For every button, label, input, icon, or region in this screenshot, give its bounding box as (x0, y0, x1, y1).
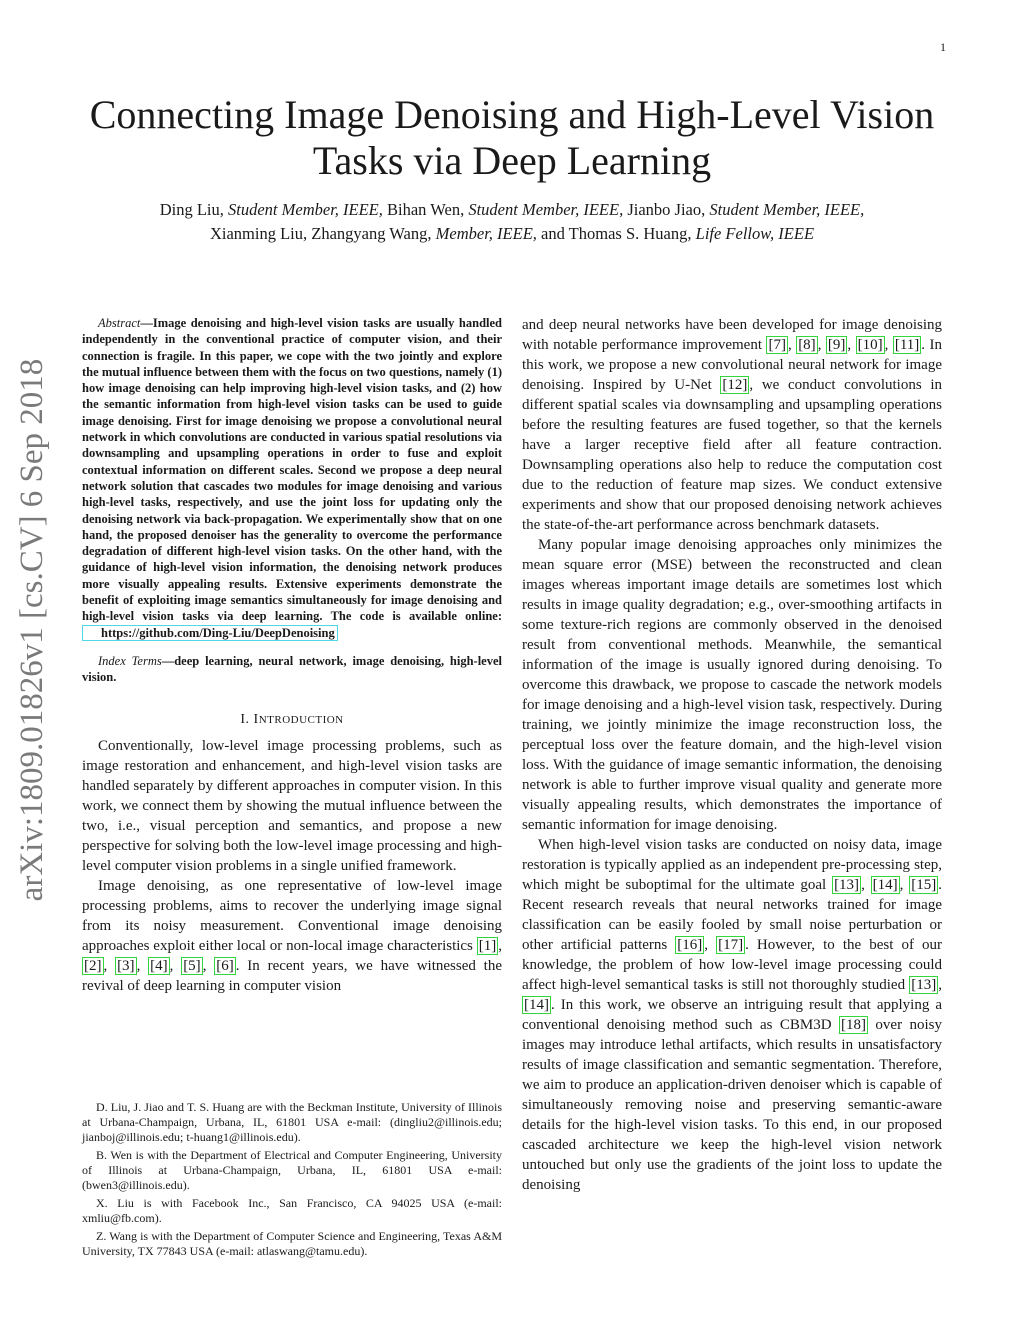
right-column (522, 315, 942, 1195)
abstract: Abstract—Image denoising and high-level vision tasks are usually handled independently in the conventional practice of computer vision, and their connection is fragile. In this paper, we cope with the two jointly and explore the mutual influence between them with the focus on two questions, namely (1) how image denoising can help improving high-level vision tasks, and (2) how the semantic information from high-level vision tasks can be used to guide image denoising. First for image denoising we propose a convolutional neural network in which convolutions are conducted in various spatial resolutions via downsampling and upsampling operations in order to fuse and exploit contextual information on different scales. Second we propose a deep neural network solution that cascades two modules for image denoising and various high-level tasks, respectively, and use the joint loss for updating only the denoising network via back-propagation. We experimentally show that on one hand, the proposed denoiser has the generality to overcome the performance degradation of different high-level vision tasks. On the other hand, with the guidance of high-level vision information, the denoising network produces more visually appealing results. Extensive experiments demonstrate the benefit of exploiting image semantics simultaneously for image denoising and high-level vision tasks via deep learning. The code is available online: https://github.com/Ding-Liu/DeepDenoising (82, 316, 502, 640)
citation[interactable]: [15] (911, 877, 937, 893)
author-line-2: Xianming Liu, Zhangyang Wang, Member, IEEE, and Thomas S. Huang, Life Fellow, IEEE (209, 224, 815, 243)
citation[interactable]: [4] (150, 957, 168, 974)
footnote: Z. Wang is with the Department of Computer Science and Engineering, Texas A&M University, TX 77843 USA (e-mail: atlaswang@tamu.edu). (82, 1229, 502, 1258)
citation[interactable]: [13] (911, 977, 937, 993)
citation[interactable]: [3] (117, 957, 135, 974)
citation[interactable]: [8] (798, 337, 816, 353)
citation[interactable]: [16] (677, 937, 703, 953)
intro-paragraph-3: and deep neural networks have been developed for image denoising with notable performance improvement [7] , [8] , [9] , [10] , [11] . In this work, we propose a new convolutional neural network for image denoising. Inspired by U-Net [12] , we conduct convolutions in different spatial scales via downsampling and upsampling operations before the resulting features are fused together, so that the kernels have a larger receptive field after all feature contraction. Downsampling operations also help to reduce the computation cost due to the reduction of feature map sizes. We conduct extensive experiments and show that our proposed denoising network achieves the state-of-the-art performance across benchmark datasets. (522, 317, 943, 533)
paper-title: Connecting Image Denoising and High-Level Vision Tasks via Deep Learning (89, 92, 935, 183)
citation[interactable]: [10] (857, 337, 883, 353)
intro-paragraph-5: When high-level vision tasks are conducted on noisy data, image restoration is typically applied as an independent pre-processing step, which might be suboptimal for the ultimate goal [13] , [14] , [15] . Recent research reveals that neural networks trained for image classification can be easily fooled by small noise perturbation or other artificial patterns [16] , [17] . However, to the best of our knowledge, the problem of how low-level image processing could affect high-level semantical tasks is still not thoroughly studied [13] , [14] . In this work, we observe an intriguing result that applying a conventional denoising method such as CBM3D [18] over noisy images may introduce lethal artifacts, which results in unsatisfactory results of image classification and semantic segmentation. Therefore, we aim to produce an application-driven denoiser which is capable of simultaneously removing noise and preserving semantic-aware details for the high-level vision tasks. To this end, in our proposed cascaded architecture we keep the high-level vision network untouched but only use the gradients of the joint loss to update the denoising (522, 837, 943, 1193)
citation[interactable]: [14] (524, 997, 549, 1013)
code-link[interactable]: https://github.com/Ding-Liu/DeepDenoising (82, 625, 338, 641)
citation[interactable]: [17] (718, 937, 744, 953)
intro-paragraph-4: Many popular image denoising approaches only minimizes the mean square error (MSE) between the reconstructed and clean images whereas important image details are sometimes lost which results in image quality degradation; e.g., over-smoothing artifacts in some texture-rich regions are commonly observed in the denoised result from conventional methods. Meanwhile, the semantical information of the image is usually ignored during denoising. To overcome this drawback, we propose to cascade the network models for image denoising and a high-level vision task, respectively. During training, we jointly minimize the image reconstruction loss, the perceptual loss over the feature domain, and the high-level vision loss. With the guidance of image semantic information, the denoising network is able to further improve visual quality and generate more visually appealing results, which demonstrates the importance of semantic information for image denoising. (522, 537, 942, 833)
citation[interactable]: [14] (872, 877, 898, 893)
footnote: B. Wen is with the Department of Electrical and Computer Engineering, University of Illinois at Urbana-Champaign, Urbana, IL, 61801 USA e-mail: (bwen3@illinois.edu). (82, 1148, 502, 1192)
left-column (82, 315, 502, 996)
citation[interactable]: [1] (478, 937, 497, 954)
affiliation-footnotes (82, 1100, 502, 1262)
citation[interactable]: [7] (768, 337, 786, 353)
page-number: 1 (940, 40, 946, 54)
intro-paragraph-1: Conventionally, low-level image processing problems, such as image restoration and enhancement, and high-level vision tasks are handled separately by different approaches in computer vision. In this work, we connect them by showing the mutual influence between the two, i.e., visual perception and semantics, and propose a new perspective for solving both the low-level image processing and high-level computer vision problems in a single unified framework. (82, 737, 502, 874)
arxiv-identifier: arXiv:1809.01826v1 [cs.CV] 6 Sep 2018 (14, 358, 50, 902)
citation[interactable]: [9] (827, 337, 846, 353)
citation[interactable]: [11] (894, 337, 920, 353)
intro-paragraph-2: Image denoising, as one representative of low-level image processing problems, aims to recover the underlying image signal from its noisy measurement. Conventional image denoising approaches exploit either local or non-local image characteristics [1] , [2] , [3] , [4] , [5] , [6] . In recent years, we have witnessed the revival of deep learning in computer vision (82, 877, 502, 994)
index-terms: Index Terms—deep learning, neural network, image denoising, high-level vision. (82, 653, 502, 685)
citation[interactable]: [13] (834, 877, 860, 893)
abstract-lead: Abstract (98, 316, 141, 330)
section-heading-introduction: I. INTRODUCTION (240, 711, 344, 727)
citation[interactable]: [5] (183, 957, 201, 974)
citation[interactable]: [2] (84, 957, 102, 974)
author-line-1: Ding Liu, Student Member, IEEE, Bihan Wen, Student Member, IEEE, Jianbo Jiao, Student Member, IEEE, (159, 200, 865, 219)
author-list (60, 198, 964, 246)
citation[interactable]: [6] (216, 957, 234, 974)
footnote: D. Liu, J. Jiao and T. S. Huang are with the Beckman Institute, University of Illinois at Urbana-Champaign, Urbana, IL, 61801 USA e-mail: (dingliu2@illinois.edu; jianboj@illinois.edu; t-huang1@illinois.edu). (82, 1100, 502, 1144)
abstract-text: Image denoising and high-level vision tasks are usually handled independently in the conventional practice of computer vision, and their connection is fragile. In this paper, we cope with the two jointly and explore the mutual influence between them with the focus on two questions, namely (1) how image denoising can help improving high-level vision tasks, and (2) how the semantic information from high-level vision tasks can be used to guide image denoising. First for image denoising we propose a convolutional neural network in which convolutions are conducted in various spatial resolutions via downsampling and upsampling operations in order to fuse and exploit contextual information on different scales. Second we propose a deep neural network solution that cascades two modules for image denoising and various high-level tasks, respectively, and use the joint loss for updating only the denoising network via back-propagation. We experimentally show that on one hand, the proposed denoiser has the generality to overcome the performance degradation of different high-level vision tasks. On the other hand, with the guidance of high-level vision information, the denoising network produces more visually appealing results. Extensive experiments demonstrate the benefit of exploiting image semantics simultaneously for image denoising and high-level vision tasks via deep learning. The code is available online: (82, 316, 502, 624)
citation[interactable]: [12] (722, 377, 748, 393)
citation[interactable]: [18] (841, 1017, 866, 1033)
footnote: X. Liu is with Facebook Inc., San Francisco, CA 94025 USA (e-mail: xmliu@fb.com). (82, 1196, 502, 1225)
